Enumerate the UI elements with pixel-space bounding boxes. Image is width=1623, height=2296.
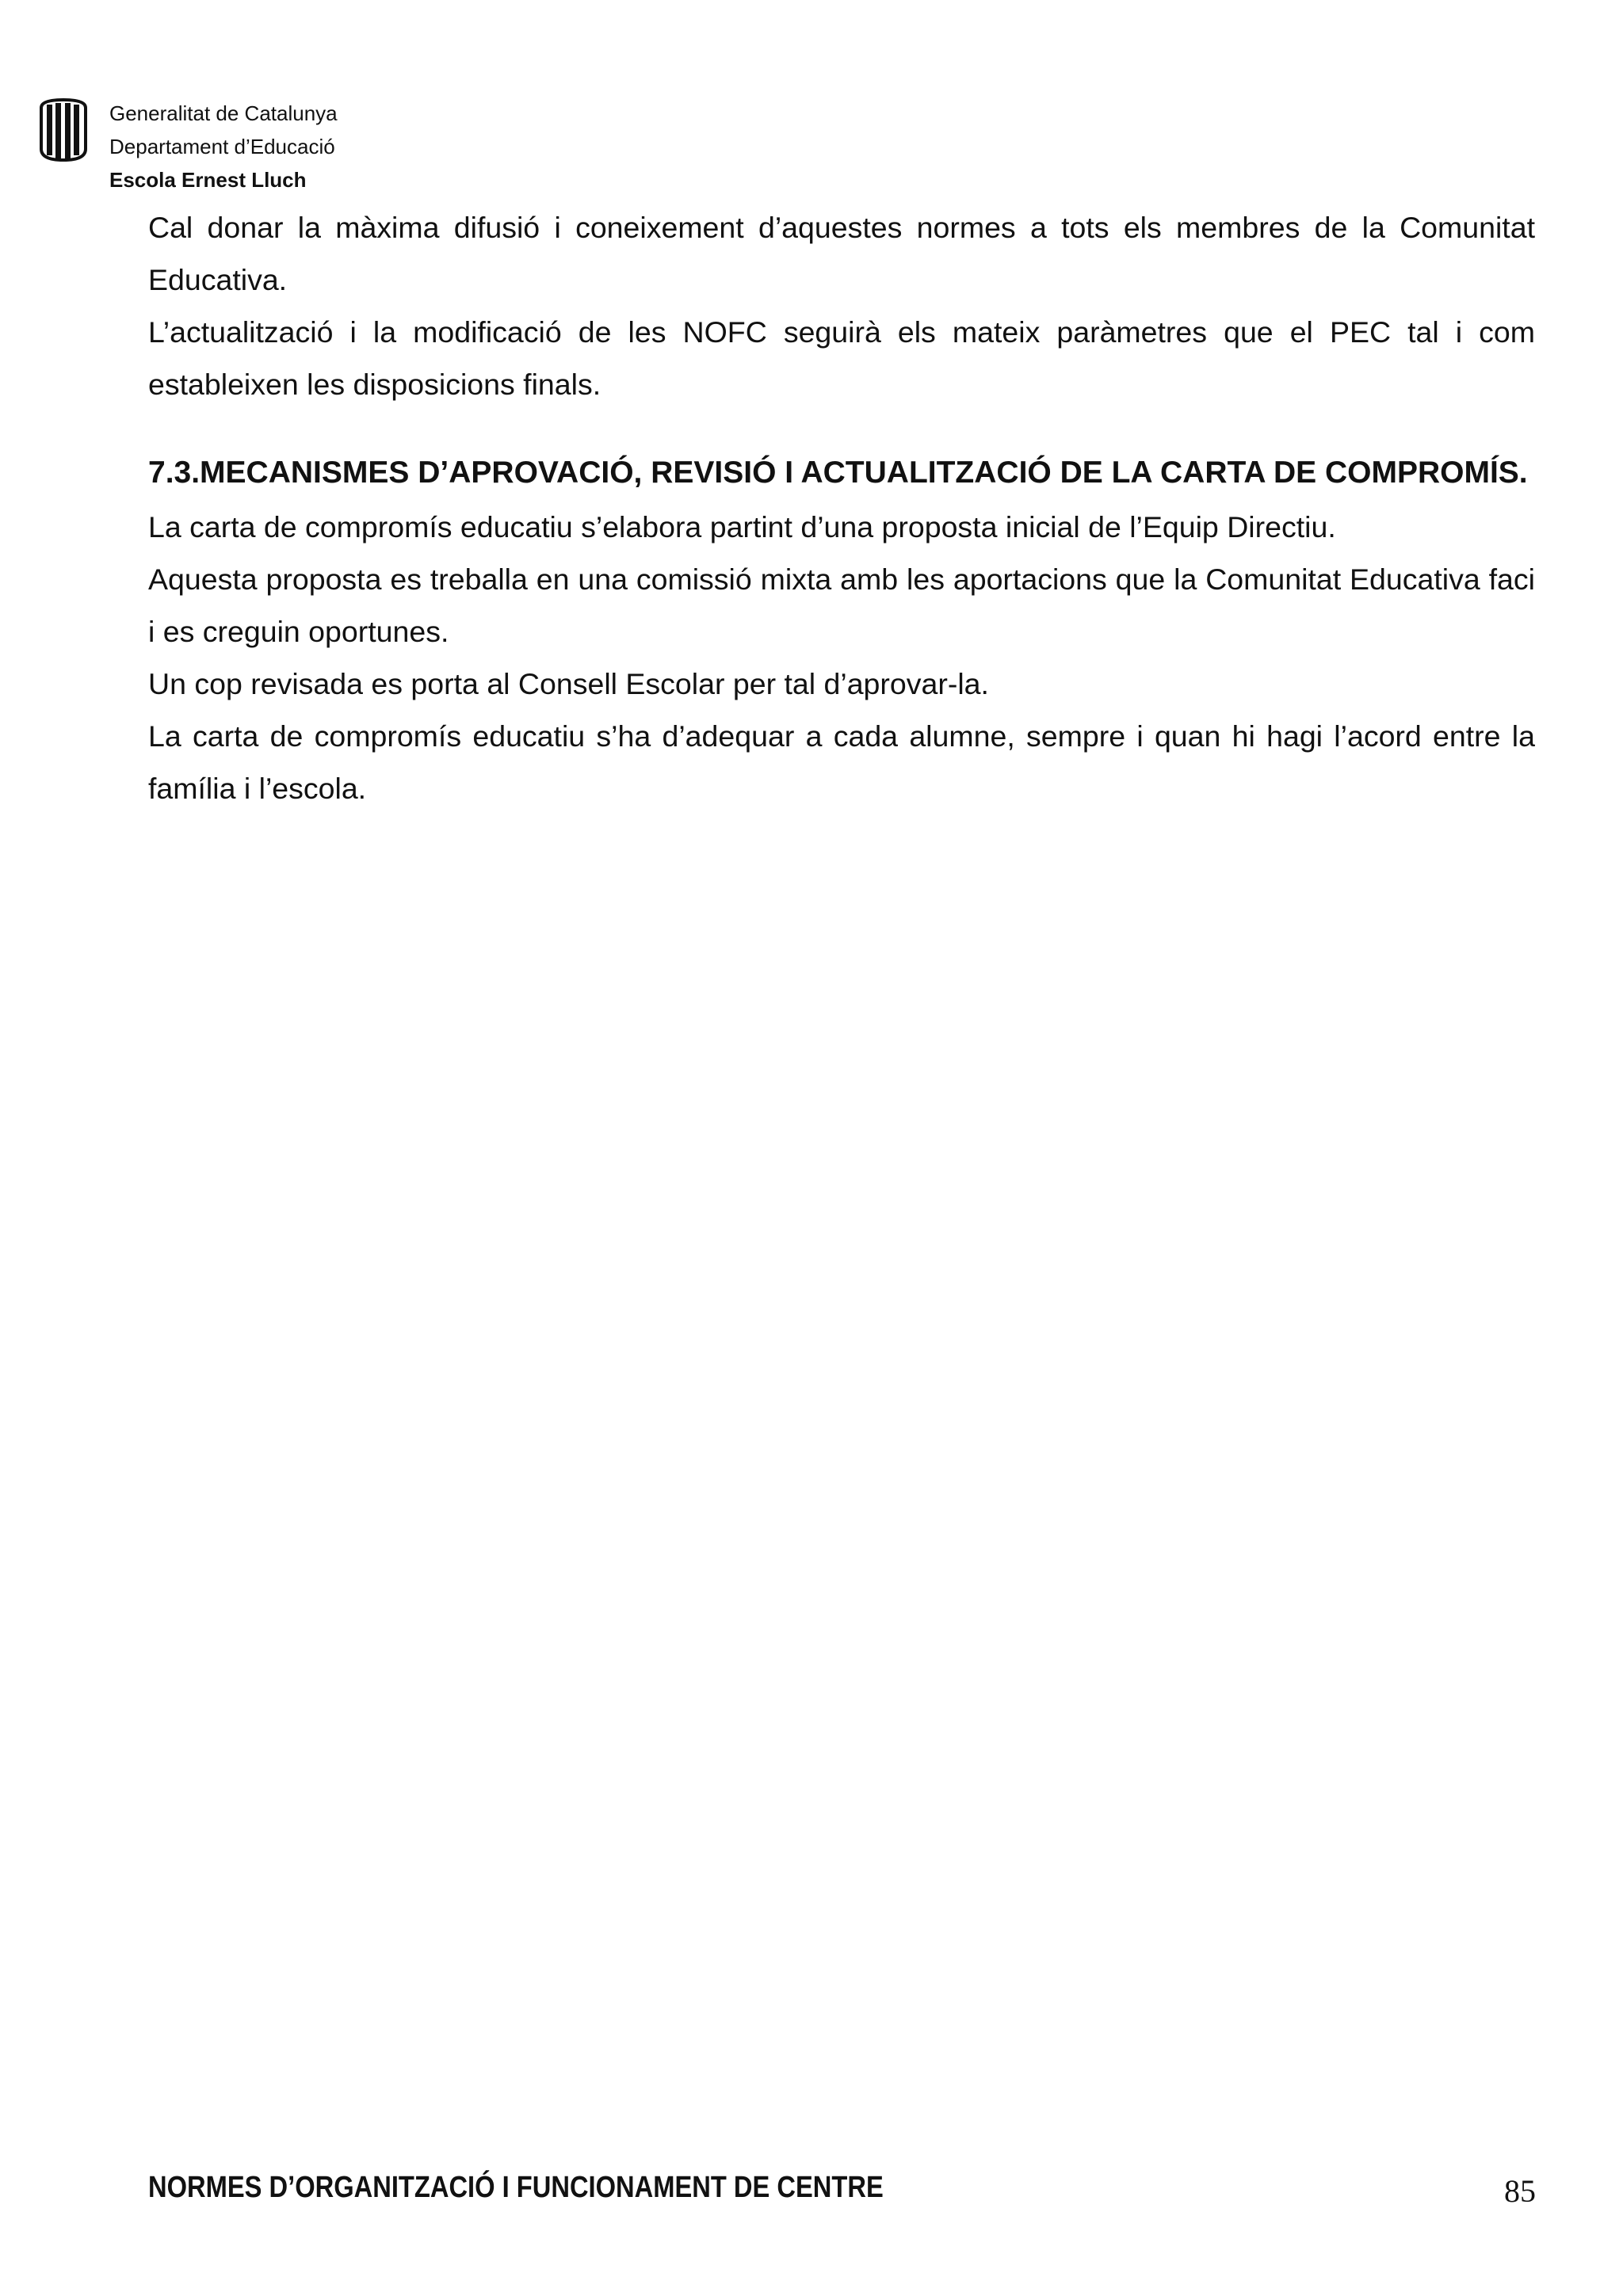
institution-name: Generalitat de Catalunya — [109, 101, 338, 125]
generalitat-emblem-icon — [36, 97, 90, 163]
paragraph-1: Cal donar la màxima difusió i coneixement d’aquestes normes a tots els membres de la Comunitat Educativa. — [148, 211, 1535, 296]
letterhead — [36, 97, 338, 196]
school-name: Escola Ernest Lluch — [109, 168, 307, 192]
section-heading: 7.3.MECANISMES D’APROVACIÓ, REVISIÓ I ACTUALITZACIÓ DE LA CARTA DE COMPROMÍS. — [148, 456, 1528, 490]
footer-document-title: NORMES D’ORGANITZACIÓ I FUNCIONAMENT DE CENTRE — [148, 2171, 884, 2204]
letterhead-text — [109, 97, 338, 196]
paragraph-2: L’actualització i la modificació de les NOFC seguirà els mateix paràmetres que el PEC tal i com estableixen les disposicions finals. — [148, 315, 1535, 401]
paragraph-6: La carta de compromís educatiu s’ha d’adequar a cada alumne, sempre i quan hi hagi l’acord entre la família i l’escola. — [148, 719, 1535, 805]
document-body — [148, 201, 1535, 814]
department-name: Departament d’Educació — [109, 135, 335, 158]
page-number: 85 — [1504, 2173, 1536, 2209]
paragraph-3: La carta de compromís educatiu s’elabora partint d’una proposta inicial de l’Equip Directiu. — [148, 510, 1336, 543]
paragraph-4: Aquesta proposta es treballa en una comissió mixta amb les aportacions que la Comunitat Educativa faci i es creguin oportunes. — [148, 563, 1535, 648]
paragraph-5: Un cop revisada es porta al Consell Escolar per tal d’aprovar-la. — [148, 667, 989, 700]
